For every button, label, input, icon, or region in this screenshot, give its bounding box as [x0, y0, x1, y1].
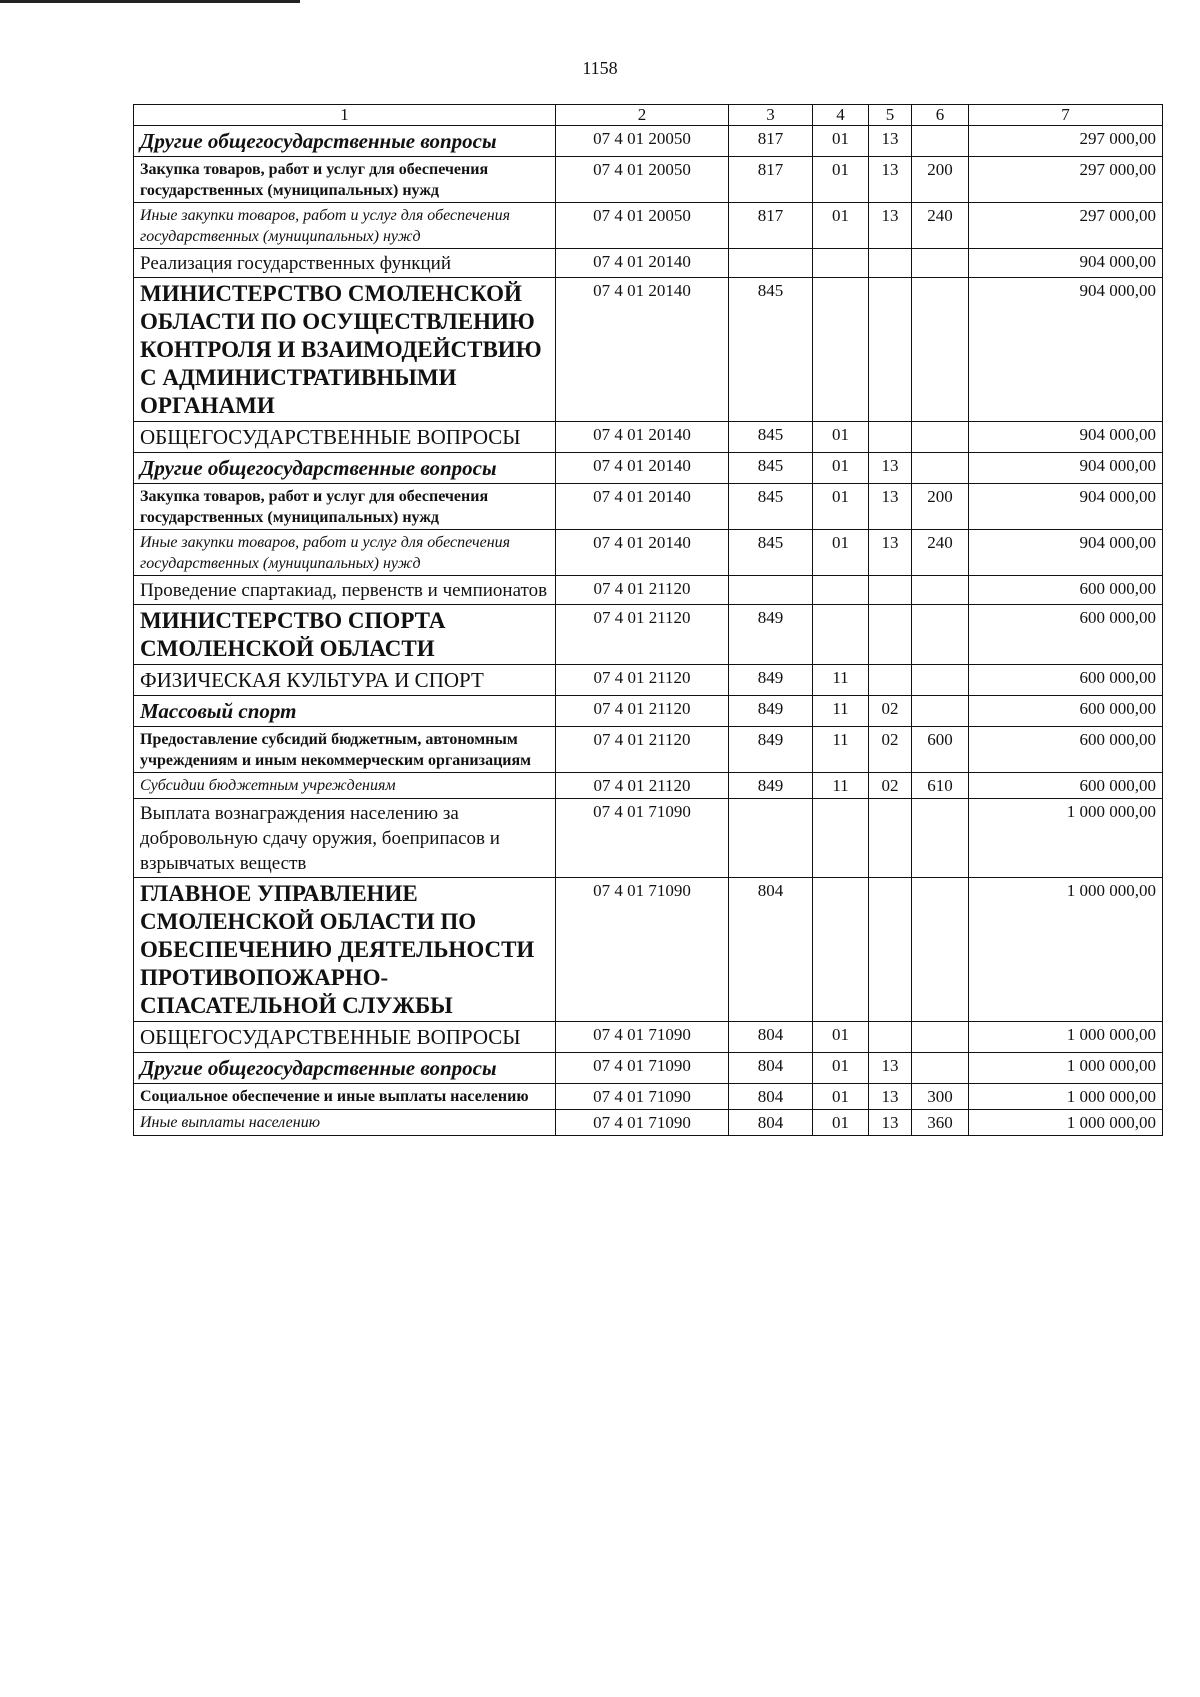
table-row — [134, 665, 1163, 696]
cell-subsection: 02 — [869, 727, 912, 773]
cell-name: ОБЩЕГОСУДАРСТВЕННЫЕ ВОПРОСЫ — [134, 422, 556, 453]
cell-name: Иные выплаты населению — [134, 1110, 556, 1136]
cell-target-code: 07 4 01 71090 — [556, 1022, 729, 1053]
cell-grbs: 845 — [729, 484, 813, 530]
cell-section — [813, 249, 869, 278]
cell-amount: 600 000,00 — [969, 773, 1163, 799]
table-row — [134, 1084, 1163, 1110]
cell-amount: 600 000,00 — [969, 665, 1163, 696]
cell-name: Реализация государственных функций — [134, 249, 556, 278]
cell-grbs: 804 — [729, 878, 813, 1022]
cell-amount: 297 000,00 — [969, 126, 1163, 157]
cell-grbs: 849 — [729, 773, 813, 799]
cell-target-code: 07 4 01 71090 — [556, 799, 729, 878]
cell-expense-type: 200 — [912, 484, 969, 530]
cell-subsection: 13 — [869, 126, 912, 157]
table-row — [134, 422, 1163, 453]
cell-expense-type: 300 — [912, 1084, 969, 1110]
cell-target-code: 07 4 01 21120 — [556, 773, 729, 799]
table-row — [134, 453, 1163, 484]
cell-section: 01 — [813, 157, 869, 203]
cell-amount: 1 000 000,00 — [969, 1084, 1163, 1110]
header-col-2: 2 — [556, 105, 729, 126]
table-row — [134, 799, 1163, 878]
cell-target-code: 07 4 01 20140 — [556, 249, 729, 278]
table-row — [134, 1022, 1163, 1053]
cell-name: Закупка товаров, работ и услуг для обеспечения государственных (муниципальных) нужд — [134, 484, 556, 530]
cell-target-code: 07 4 01 20050 — [556, 126, 729, 157]
cell-subsection — [869, 278, 912, 422]
cell-name: МИНИСТЕРСТВО СПОРТА СМОЛЕНСКОЙ ОБЛАСТИ — [134, 605, 556, 665]
cell-grbs: 849 — [729, 696, 813, 727]
cell-subsection: 13 — [869, 1053, 912, 1084]
cell-subsection: 13 — [869, 1110, 912, 1136]
cell-name: Массовый спорт — [134, 696, 556, 727]
cell-grbs: 817 — [729, 157, 813, 203]
header-col-3: 3 — [729, 105, 813, 126]
cell-amount: 1 000 000,00 — [969, 799, 1163, 878]
cell-grbs: 849 — [729, 605, 813, 665]
cell-target-code: 07 4 01 20050 — [556, 203, 729, 249]
cell-name: Закупка товаров, работ и услуг для обеспечения государственных (муниципальных) нужд — [134, 157, 556, 203]
cell-expense-type: 240 — [912, 203, 969, 249]
cell-grbs: 849 — [729, 665, 813, 696]
table-row — [134, 249, 1163, 278]
cell-amount: 600 000,00 — [969, 605, 1163, 665]
cell-section: 01 — [813, 1022, 869, 1053]
cell-section: 01 — [813, 484, 869, 530]
cell-expense-type — [912, 249, 969, 278]
cell-amount: 904 000,00 — [969, 422, 1163, 453]
cell-grbs: 817 — [729, 203, 813, 249]
table-row — [134, 773, 1163, 799]
cell-name: МИНИСТЕРСТВО СМОЛЕНСКОЙ ОБЛАСТИ ПО ОСУЩЕСТВЛЕНИЮ КОНТРОЛЯ И ВЗАИМОДЕЙСТВИЮ С АДМИНИСТРАТИВНЫМИ ОРГАНАМИ — [134, 278, 556, 422]
cell-subsection — [869, 249, 912, 278]
cell-amount: 600 000,00 — [969, 696, 1163, 727]
cell-expense-type — [912, 1053, 969, 1084]
cell-section: 01 — [813, 1053, 869, 1084]
cell-amount: 904 000,00 — [969, 453, 1163, 484]
cell-target-code: 07 4 01 21120 — [556, 696, 729, 727]
cell-subsection: 13 — [869, 157, 912, 203]
cell-amount: 297 000,00 — [969, 203, 1163, 249]
cell-subsection: 13 — [869, 203, 912, 249]
cell-expense-type: 610 — [912, 773, 969, 799]
cell-grbs: 845 — [729, 453, 813, 484]
cell-expense-type: 240 — [912, 530, 969, 576]
cell-section — [813, 878, 869, 1022]
scan-border-line — [0, 0, 300, 3]
header-col-1: 1 — [134, 105, 556, 126]
cell-section: 01 — [813, 1084, 869, 1110]
cell-section: 01 — [813, 453, 869, 484]
cell-amount: 1 000 000,00 — [969, 1110, 1163, 1136]
cell-target-code: 07 4 01 20140 — [556, 484, 729, 530]
cell-expense-type — [912, 1022, 969, 1053]
cell-section: 01 — [813, 126, 869, 157]
cell-target-code: 07 4 01 20050 — [556, 157, 729, 203]
cell-subsection — [869, 605, 912, 665]
cell-amount: 600 000,00 — [969, 576, 1163, 605]
cell-target-code: 07 4 01 71090 — [556, 878, 729, 1022]
cell-section — [813, 799, 869, 878]
table-row — [134, 530, 1163, 576]
cell-subsection: 13 — [869, 484, 912, 530]
cell-name: Социальное обеспечение и иные выплаты населению — [134, 1084, 556, 1110]
cell-amount: 1 000 000,00 — [969, 878, 1163, 1022]
cell-expense-type — [912, 696, 969, 727]
cell-name: Выплата вознаграждения населению за добровольную сдачу оружия, боеприпасов и взрывчатых веществ — [134, 799, 556, 878]
cell-subsection: 02 — [869, 773, 912, 799]
cell-target-code: 07 4 01 21120 — [556, 605, 729, 665]
table-row — [134, 1053, 1163, 1084]
budget-table — [133, 104, 1163, 1136]
cell-grbs: 849 — [729, 727, 813, 773]
cell-amount: 1 000 000,00 — [969, 1022, 1163, 1053]
table-row — [134, 878, 1163, 1022]
cell-grbs: 817 — [729, 126, 813, 157]
header-col-5: 5 — [869, 105, 912, 126]
cell-section — [813, 278, 869, 422]
cell-target-code: 07 4 01 21120 — [556, 727, 729, 773]
cell-amount: 297 000,00 — [969, 157, 1163, 203]
cell-target-code: 07 4 01 21120 — [556, 576, 729, 605]
cell-target-code: 07 4 01 71090 — [556, 1084, 729, 1110]
cell-amount: 904 000,00 — [969, 484, 1163, 530]
cell-grbs — [729, 249, 813, 278]
table-row — [134, 605, 1163, 665]
cell-amount: 904 000,00 — [969, 249, 1163, 278]
table-row — [134, 727, 1163, 773]
cell-section: 11 — [813, 665, 869, 696]
cell-target-code: 07 4 01 20140 — [556, 278, 729, 422]
table-row — [134, 203, 1163, 249]
cell-section — [813, 605, 869, 665]
cell-name: Предоставление субсидий бюджетным, автономным учреждениям и иным некоммерческим организациям — [134, 727, 556, 773]
cell-section — [813, 576, 869, 605]
cell-target-code: 07 4 01 20140 — [556, 453, 729, 484]
cell-grbs: 845 — [729, 530, 813, 576]
cell-expense-type — [912, 799, 969, 878]
cell-section: 11 — [813, 773, 869, 799]
cell-target-code: 07 4 01 21120 — [556, 665, 729, 696]
header-col-7: 7 — [969, 105, 1163, 126]
cell-subsection — [869, 665, 912, 696]
cell-amount: 1 000 000,00 — [969, 1053, 1163, 1084]
table-row — [134, 696, 1163, 727]
cell-expense-type — [912, 576, 969, 605]
cell-section: 01 — [813, 422, 869, 453]
cell-expense-type — [912, 878, 969, 1022]
cell-name: Иные закупки товаров, работ и услуг для обеспечения государственных (муниципальных) нужд — [134, 203, 556, 249]
table-row — [134, 157, 1163, 203]
cell-section: 11 — [813, 696, 869, 727]
page-number: 1158 — [582, 58, 618, 78]
cell-name: Субсидии бюджетным учреждениям — [134, 773, 556, 799]
header-col-6: 6 — [912, 105, 969, 126]
table-row — [134, 126, 1163, 157]
cell-target-code: 07 4 01 20140 — [556, 530, 729, 576]
cell-section: 11 — [813, 727, 869, 773]
cell-name: ОБЩЕГОСУДАРСТВЕННЫЕ ВОПРОСЫ — [134, 1022, 556, 1053]
table-header-row — [134, 105, 1163, 126]
cell-subsection: 02 — [869, 696, 912, 727]
cell-grbs — [729, 576, 813, 605]
cell-name: Проведение спартакиад, первенств и чемпионатов — [134, 576, 556, 605]
cell-section: 01 — [813, 1110, 869, 1136]
cell-subsection — [869, 422, 912, 453]
cell-expense-type — [912, 453, 969, 484]
cell-expense-type — [912, 665, 969, 696]
cell-name: Другие общегосударственные вопросы — [134, 453, 556, 484]
cell-name: Другие общегосударственные вопросы — [134, 1053, 556, 1084]
cell-target-code: 07 4 01 71090 — [556, 1110, 729, 1136]
cell-expense-type: 600 — [912, 727, 969, 773]
cell-subsection: 13 — [869, 1084, 912, 1110]
cell-name: Другие общегосударственные вопросы — [134, 126, 556, 157]
cell-subsection — [869, 576, 912, 605]
cell-amount: 600 000,00 — [969, 727, 1163, 773]
cell-grbs: 804 — [729, 1110, 813, 1136]
cell-expense-type: 360 — [912, 1110, 969, 1136]
header-col-4: 4 — [813, 105, 869, 126]
cell-expense-type — [912, 278, 969, 422]
cell-expense-type: 200 — [912, 157, 969, 203]
cell-target-code: 07 4 01 71090 — [556, 1053, 729, 1084]
cell-section: 01 — [813, 203, 869, 249]
cell-grbs: 804 — [729, 1053, 813, 1084]
cell-section: 01 — [813, 530, 869, 576]
cell-amount: 904 000,00 — [969, 530, 1163, 576]
cell-amount: 904 000,00 — [969, 278, 1163, 422]
cell-expense-type — [912, 126, 969, 157]
cell-subsection: 13 — [869, 530, 912, 576]
cell-grbs: 845 — [729, 422, 813, 453]
cell-name: ГЛАВНОЕ УПРАВЛЕНИЕ СМОЛЕНСКОЙ ОБЛАСТИ ПО ОБЕСПЕЧЕНИЮ ДЕЯТЕЛЬНОСТИ ПРОТИВОПОЖАРНО-СПАСАТЕЛЬНОЙ СЛУЖБЫ — [134, 878, 556, 1022]
table-row — [134, 576, 1163, 605]
table-row — [134, 278, 1163, 422]
table-row — [134, 484, 1163, 530]
cell-subsection — [869, 799, 912, 878]
cell-subsection: 13 — [869, 453, 912, 484]
cell-grbs: 804 — [729, 1084, 813, 1110]
cell-name: ФИЗИЧЕСКАЯ КУЛЬТУРА И СПОРТ — [134, 665, 556, 696]
cell-name: Иные закупки товаров, работ и услуг для обеспечения государственных (муниципальных) нужд — [134, 530, 556, 576]
cell-subsection — [869, 1022, 912, 1053]
cell-expense-type — [912, 605, 969, 665]
cell-subsection — [869, 878, 912, 1022]
cell-grbs: 804 — [729, 1022, 813, 1053]
table-row — [134, 1110, 1163, 1136]
cell-grbs: 845 — [729, 278, 813, 422]
cell-expense-type — [912, 422, 969, 453]
cell-grbs — [729, 799, 813, 878]
cell-target-code: 07 4 01 20140 — [556, 422, 729, 453]
